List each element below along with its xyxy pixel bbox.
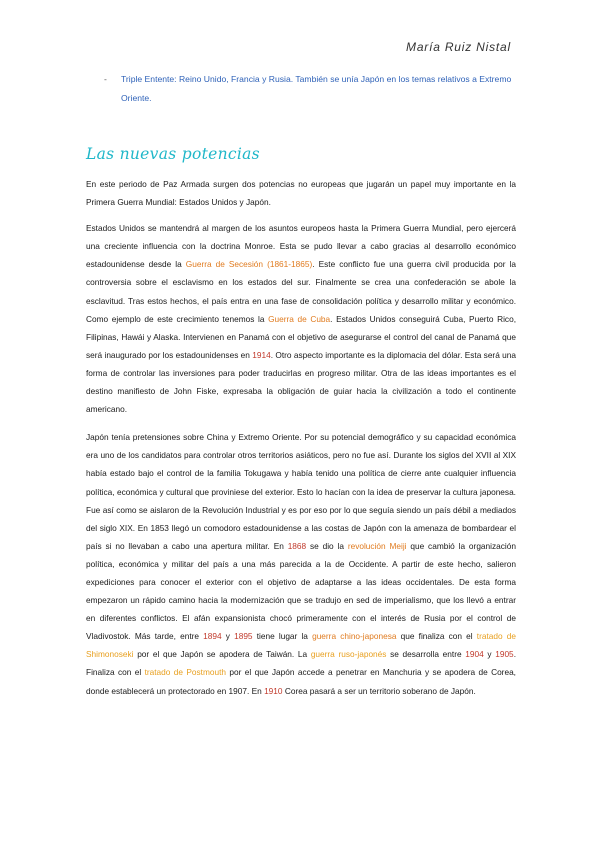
text-run: . Otro aspecto importante es la diplomacia del dólar. Esta será una forma de controlar las inversiones para poder traducirlas en progreso militar. Otra de las ideas importantes es el destino manifiesto de John Fiske, expresaba la obligación de guiar hacia la civilización a todo el continente americano.: [86, 349, 516, 415]
text-run: que cambió la organización política, económica y militar del país a una más parecida a la de Occidente. A partir de este hecho, salieron expediciones para conocer el exterior con el objetivo de adaptarse a las ideas occidentales. De esta forma empezaron un rápido camino hacia la modernización que se tradujo en sed de imperialismo, que los llevó a entrar en diferentes conflictos. El afán expansionista chocó primeramente con el interés de Rusia por el control de Vladivostok. Más tarde, entre: [86, 540, 516, 642]
text-run: Japón tenía pretensiones sobre China y Extremo Oriente. Por su potencial demográfico y su capacidad económica era uno de los candidatos para controlar otros territorios asiáticos, pero no fue así. Durante los siglos del XVII al XIX había estado bajo el control de la familia Tokugawa y había tenido una política de cierre ante cualquier influencia política, económica y cultural que proviniese del exterior. Esto lo hacían con la idea de preservar la cultura japonesa. Fue así como se aislaron de la Revolución Industrial y es por eso por lo que seguía siendo un país débil a mediados del siglo XIX. En 1853 llegó un comodoro estadounidense a las costas de Japón con la amenaza de bombardear el país si no llevaban a cabo una apertura militar. En: [86, 432, 516, 551]
highlight-term: guerra ruso-japonés: [310, 649, 387, 660]
text-run: por el que Japón accede a penetrar en Manchuria y se apodera de Corea, donde establecerá un protectorado en 1907. En: [86, 667, 516, 696]
bullet-text: Triple Entente: Reino Unido, Francia y Rusia. También se unía Japón en los temas relativos a Extremo Oriente.: [121, 74, 512, 103]
highlight-date: 1904: [465, 649, 484, 660]
highlight-date: 1914: [252, 349, 271, 360]
highlight-term: tratado de Shimonoseki: [86, 631, 516, 660]
highlight-date: 1905: [495, 649, 514, 660]
author-name: María Ruiz Nistal: [406, 40, 511, 54]
highlight-date: 1868: [287, 540, 307, 551]
text-run: . Este conflicto fue una guerra civil producida por la controversia sobre el esclavismo en los estados del sur. Finalmente se crea una confederación se abole la esclavitud. Tras estos hechos, el país entra en una fase de consolidación política y desarrollo militar y económico. Como ejemplo de este crecimiento tenemos la: [86, 259, 517, 324]
text-run: . Estados Unidos conseguirá Cuba, Puerto Rico, Filipinas, Hawái y Alaska. Intervienen en Panamá con el objetivo de asegurarse el control del canal de Panamá que será inaugurado por los estadounidenses en: [86, 313, 517, 360]
text-run: que finaliza con el: [396, 631, 477, 642]
text-run: . Finaliza con el: [86, 649, 516, 678]
text-run: se dio la: [306, 540, 348, 551]
highlight-term: revolución Meiji: [347, 540, 407, 551]
highlight-term: guerra chino-japonesa: [312, 631, 397, 642]
text-run: Estados Unidos se mantendrá al margen de los asuntos europeos hasta la Primera Guerra Mundial, pero ejercerá una creciente influencia con la doctrina Monroe. Esta se pudo llevar a cabo gracias al desarrollo económico estadounidense desde la: [86, 223, 516, 270]
text-run: y: [483, 649, 496, 660]
highlight-date: 1894: [203, 631, 222, 642]
body-text: [86, 175, 516, 710]
paragraph-japan: [86, 428, 516, 699]
text-run: por el que Japón se apodera de Taiwán. La: [133, 649, 311, 660]
text-run: y: [221, 631, 235, 642]
text-run: se desarrolla entre: [386, 649, 466, 660]
text-run: Corea pasará a ser un territorio soberano de Japón.: [282, 685, 476, 696]
paragraph-usa: [86, 219, 516, 418]
highlight-term: (1861-1865): [267, 259, 313, 270]
highlight-term: Guerra de Secesión: [185, 259, 264, 270]
highlight-term: Guerra de Cuba: [268, 313, 331, 324]
paragraph-intro: En este periodo de Paz Armada surgen dos potencias no europeas que jugarán un papel muy importante en la Primera Guerra Mundial: Estados Unidos y Japón.: [86, 179, 516, 208]
text-run: tiene lugar la: [252, 631, 313, 642]
highlight-date: 1895: [234, 631, 253, 642]
bullet-item: [104, 70, 524, 107]
bullet-dash: -: [104, 74, 107, 84]
section-heading: Las nuevas potencias: [86, 145, 260, 163]
highlight-term: tratado de Postmouth: [144, 667, 227, 678]
highlight-date: 1910: [264, 685, 283, 696]
